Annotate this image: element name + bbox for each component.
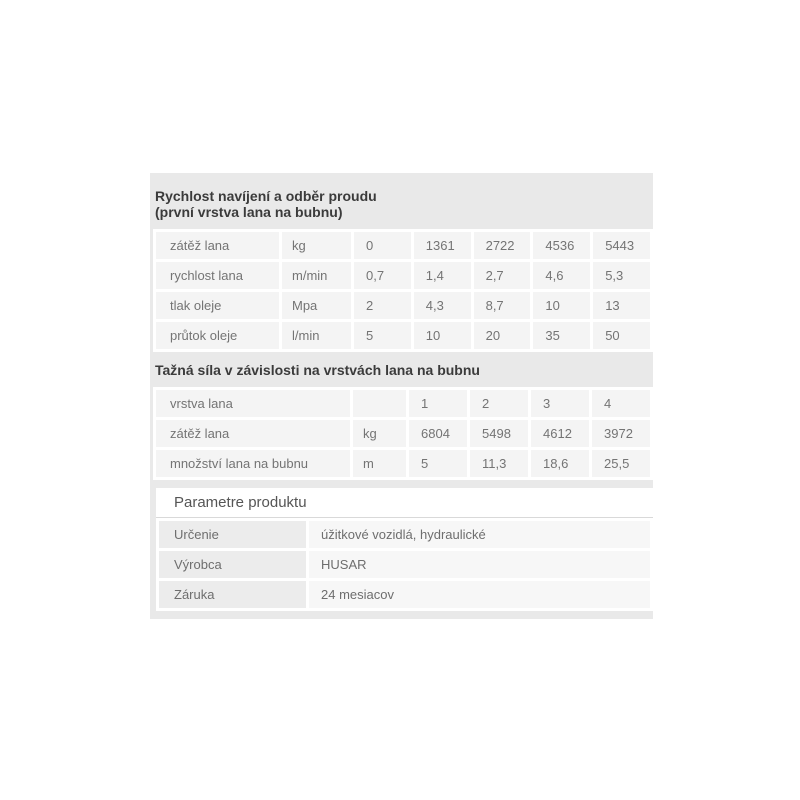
cell-value: 10	[533, 292, 590, 319]
parameter-label: Určenie	[159, 521, 306, 548]
cell-label: tlak oleje	[156, 292, 279, 319]
pull-force-table	[153, 387, 653, 480]
cell-unit: m/min	[282, 262, 351, 289]
cell-unit: Mpa	[282, 292, 351, 319]
product-specs-section	[150, 173, 653, 619]
cell-label: zátěž lana	[156, 420, 350, 447]
cell-value: 4,3	[414, 292, 471, 319]
section1-title-line2: (první vrstva lana na bubnu)	[155, 204, 343, 220]
parameters-panel-title: Parametre produktu	[156, 488, 653, 518]
table-row	[156, 420, 650, 447]
cell-value: 0,7	[354, 262, 411, 289]
cell-value: 10	[414, 322, 471, 349]
parameter-label: Záruka	[159, 581, 306, 608]
table-row	[156, 390, 650, 417]
product-parameters-panel	[156, 488, 653, 611]
cell-value: 50	[593, 322, 650, 349]
cell-value: 5443	[593, 232, 650, 259]
table-row	[156, 450, 650, 477]
table-row	[156, 232, 650, 259]
cell-label: vrstva lana	[156, 390, 350, 417]
cell-value: 5,3	[593, 262, 650, 289]
section1-title	[155, 173, 653, 220]
cell-unit: l/min	[282, 322, 351, 349]
cell-value: 3	[531, 390, 589, 417]
cell-label: množství lana na bubnu	[156, 450, 350, 477]
cell-value: 4536	[533, 232, 590, 259]
cell-value: 13	[593, 292, 650, 319]
cell-value: 2	[354, 292, 411, 319]
cell-value: 11,3	[470, 450, 528, 477]
cell-value: 1361	[414, 232, 471, 259]
parameter-label: Výrobca	[159, 551, 306, 578]
cell-value: 2722	[474, 232, 531, 259]
cell-value: 5	[409, 450, 467, 477]
cell-unit: kg	[282, 232, 351, 259]
table-row	[159, 521, 650, 548]
table-row	[156, 322, 650, 349]
cell-value: 1,4	[414, 262, 471, 289]
cell-value: 4,6	[533, 262, 590, 289]
parameter-value: HUSAR	[309, 551, 650, 578]
speed-and-current-table	[153, 229, 653, 352]
cell-value: 2	[470, 390, 528, 417]
cell-unit: kg	[353, 420, 406, 447]
cell-value: 20	[474, 322, 531, 349]
cell-value: 4	[592, 390, 650, 417]
cell-value: 1	[409, 390, 467, 417]
cell-label: rychlost lana	[156, 262, 279, 289]
table-row	[156, 292, 650, 319]
cell-value: 2,7	[474, 262, 531, 289]
table-row	[159, 581, 650, 608]
cell-value: 0	[354, 232, 411, 259]
cell-value: 3972	[592, 420, 650, 447]
section2-title: Tažná síla v závislosti na vrstvách lana na bubnu	[155, 362, 480, 378]
cell-value: 35	[533, 322, 590, 349]
cell-value: 8,7	[474, 292, 531, 319]
cell-value: 5	[354, 322, 411, 349]
cell-value: 6804	[409, 420, 467, 447]
cell-unit: m	[353, 450, 406, 477]
table-row	[159, 551, 650, 578]
cell-unit	[353, 390, 406, 417]
parameter-value: úžitkové vozidlá, hydraulické	[309, 521, 650, 548]
table-row	[156, 262, 650, 289]
cell-value: 5498	[470, 420, 528, 447]
cell-label: průtok oleje	[156, 322, 279, 349]
cell-label: zátěž lana	[156, 232, 279, 259]
section1-title-line1: Rychlost navíjení a odběr proudu	[155, 188, 377, 204]
parameters-table	[156, 518, 653, 611]
cell-value: 4612	[531, 420, 589, 447]
cell-value: 18,6	[531, 450, 589, 477]
parameter-value: 24 mesiacov	[309, 581, 650, 608]
cell-value: 25,5	[592, 450, 650, 477]
